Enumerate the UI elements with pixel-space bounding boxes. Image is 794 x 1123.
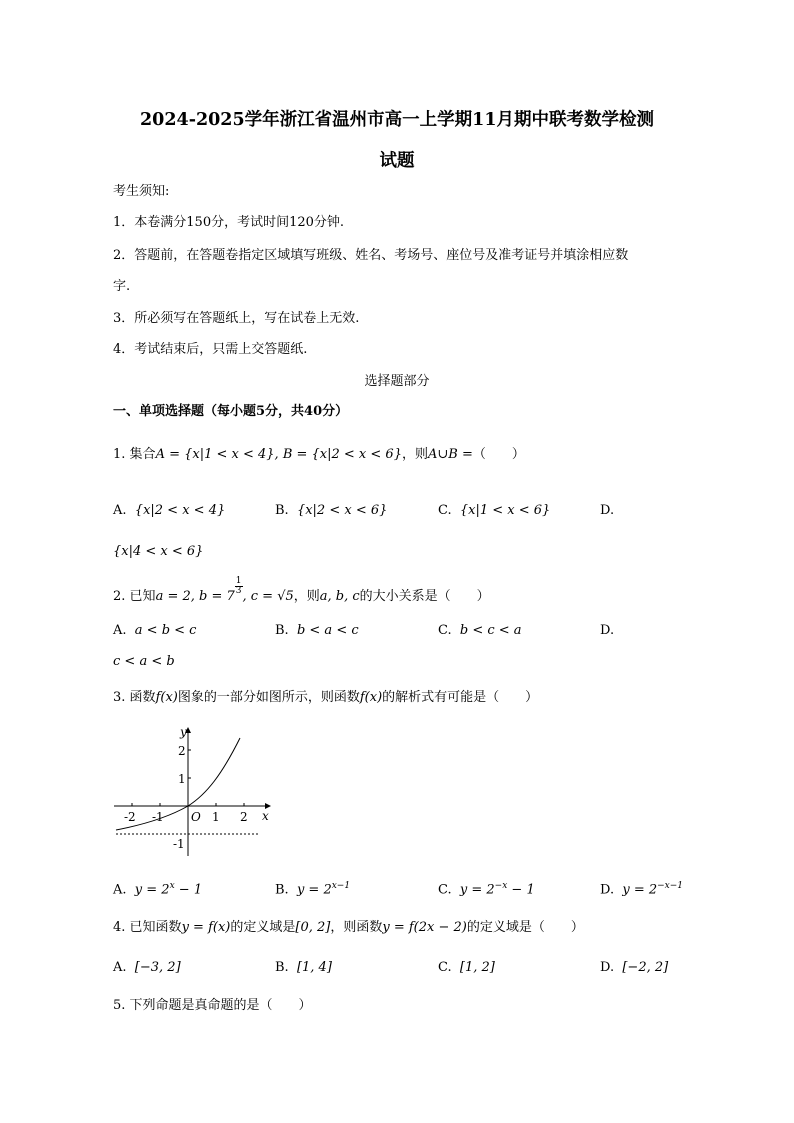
question-text: 图象的一部分如图所示，则函数 — [177, 690, 360, 705]
section-part-title: 选择题部分 — [364, 374, 430, 389]
question-text: 下列命题是真命题的是（ ） — [129, 998, 312, 1013]
option-b: B. {x|2 < x < 6} — [275, 503, 388, 518]
y-tick-label: 1 — [178, 772, 186, 786]
notice-item-2-cont: 字. — [113, 279, 131, 294]
option-d: D. [−2, 2] — [600, 960, 669, 975]
question-number: 5. — [113, 998, 126, 1013]
question-number: 4. — [113, 920, 126, 935]
question-4 — [113, 920, 584, 936]
question-text: 集合 — [129, 447, 156, 462]
option-d-label: D. — [600, 503, 615, 518]
x-tick-label: -1 — [152, 810, 164, 824]
math-expression: y = f(2x − 2) — [382, 920, 467, 935]
y-axis-label: y — [180, 725, 187, 739]
question-text: 的大小关系是（ ） — [359, 589, 490, 604]
question-number: 1. — [113, 447, 126, 462]
notice-item-3: 3．所必须写在答题纸上，写在试卷上无效. — [113, 311, 360, 326]
page-title-cont: 试题 — [379, 151, 415, 171]
math-expression: A = {x|1 < x < 4}, B = {x|2 < x < 6} — [155, 447, 402, 462]
question-5 — [113, 998, 312, 1014]
math-expression: f(x) — [155, 690, 178, 705]
section-heading: 一、单项选择题（每小题5分，共40分） — [113, 404, 349, 419]
question-text: ，则函数 — [330, 920, 383, 935]
question-text: 的定义域是（ ） — [466, 920, 584, 935]
math-expression: a, b, c — [319, 589, 360, 604]
x-axis-label: x — [262, 809, 269, 823]
answer-paren: （ ） — [472, 447, 525, 462]
math-expression: y = f(x) — [181, 920, 231, 935]
option-c: C. $y = 2^{-x} - 1$ — [438, 881, 535, 898]
math-expression: f(x) — [359, 690, 383, 705]
x-tick-label: 1 — [212, 810, 220, 824]
option-c: C. {x|1 < x < 6} — [438, 503, 551, 518]
exponent-fraction: $\frac{1}{3}$ — [235, 576, 242, 596]
option-c: C. [1, 2] — [438, 960, 495, 975]
option-d: D. $y = 2^{-x-1}$ — [600, 881, 684, 898]
question-1 — [113, 447, 525, 463]
option-c: C. b < c < a — [438, 623, 522, 638]
notice-item-1: 1．本卷满分150分，考试时间120分钟. — [113, 215, 345, 230]
question-text: ，则 — [293, 589, 320, 604]
origin-label: O — [191, 810, 201, 824]
question-text: 的定义域是 — [230, 920, 296, 935]
question-text: 已知函数 — [129, 920, 182, 935]
math-expression: a = 2, b = 7 — [155, 589, 235, 604]
notice-item-2: 2．答题前，在答题卷指定区域填写班级、姓名、考场号、座位号及准考证号并填涂相应数 — [113, 248, 629, 263]
notice-item-4: 4．考试结束后，只需上交答题纸. — [113, 342, 308, 357]
math-expression: , c = √5 — [242, 589, 294, 604]
x-tick-label: -2 — [124, 810, 136, 824]
option-a: A. a < b < c — [113, 623, 197, 638]
option-a: A. {x|2 < x < 4} — [113, 503, 226, 518]
option-b: B. b < a < c — [275, 623, 359, 638]
question-text: ，则 — [401, 447, 428, 462]
math-expression: [0, 2] — [295, 920, 331, 935]
notice-heading: 考生须知: — [113, 184, 170, 199]
page-title: 2024-2025学年浙江省温州市高一上学期11月期中联考数学检测 — [139, 110, 655, 130]
option-d-label: D. — [600, 623, 615, 638]
option-a: A. [−3, 2] — [113, 960, 181, 975]
x-tick-label: 2 — [240, 810, 248, 824]
question-2 — [113, 576, 490, 606]
function-graph — [112, 722, 282, 862]
option-b: B. [1, 4] — [275, 960, 332, 975]
question-number: 3. — [113, 690, 126, 705]
question-text: 函数 — [129, 690, 156, 705]
y-tick-label: 2 — [178, 744, 186, 758]
option-d: c < a < b — [113, 654, 175, 669]
math-expression: A∪B = — [427, 447, 473, 462]
question-3 — [113, 690, 538, 706]
option-d: {x|4 < x < 6} — [113, 544, 204, 559]
question-text: 已知 — [129, 589, 156, 604]
question-number: 2. — [113, 589, 126, 604]
option-b: B. $y = 2^{x-1}$ — [275, 881, 351, 898]
question-text: 的解析式有可能是（ ） — [382, 690, 539, 705]
option-a: A. $y = 2^x - 1$ — [113, 881, 203, 898]
y-tick-label: -1 — [173, 837, 185, 851]
